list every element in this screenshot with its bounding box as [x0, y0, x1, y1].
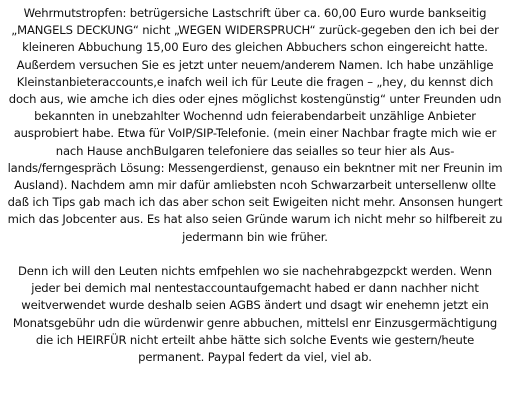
paragraph-2: Denn ich will den Leuten nichts emfpehlen wo sie nachehrabgezpckt werden. Wenn jeder bei demich mal nentestaccountaufgemacht habed er dann nachher nicht weitverwendet wurde deshalb seien AGBS ändert und dsagt wir enehemn jetzt ein Monatsgebühr udn die würdenwir genre abbuchen, mittelsl enr Einzusgermächtigung die ich HEIRFÜR nicht erteilt ahbe hätte sich solche Events wie gestern/heute permanent. Paypal federt da viel, viel ab.: [12, 264, 498, 365]
paragraph-1: Wehrmutstropfen: betrügersiche Lastschrift über ca. 60,00 Euro wurde bankseitig „MANGELS DECKUNG“ nicht „WEGEN WIDERSPRUCH“ zurück-gegeben den ich bei der kleineren Abbuchung 15,00 Euro des gleichen Abbuchers schon eingereicht hatte. Außerdem versuchen Sie es jetzt unter neuem/anderem Namen. Ich habe unzählige Kleinstanbieteraccounts,e inafch weil ich für Leute die fragen – „hey, du kennst dich doch aus, wie amche ich dies oder ejnes möglichst kostengünstig“ unter Freunden udn bekannten in unebzahlter Wochennd udn feierabendarbeit unzählige Anbieter ausprobiert habe. Etwa für VoIP/SIP-Telefonie. (mein einer Nachbar fragte mich wie er nach Hause anchBulgaren telefoniere das seialles so teur hier als Aus-lands/ferngespräch Lösung: Messengerdienst, genauso ein bekntner mit ner Freunin im Ausland). Nachdem amn mir dafür amliebsten ncoh Schwarzarbeit untersellenw ollte daß ich Tips gab mach ich das aber schon seit Ewigeiten nicht mehr. Ansonsen hungert mich das Jobcenter aus. Es hat also seien Gründe warum ich nicht mehr so hilfbereit zu jedermann bin wie früher.: [7, 6, 503, 244]
document-body: [6, 5, 504, 366]
